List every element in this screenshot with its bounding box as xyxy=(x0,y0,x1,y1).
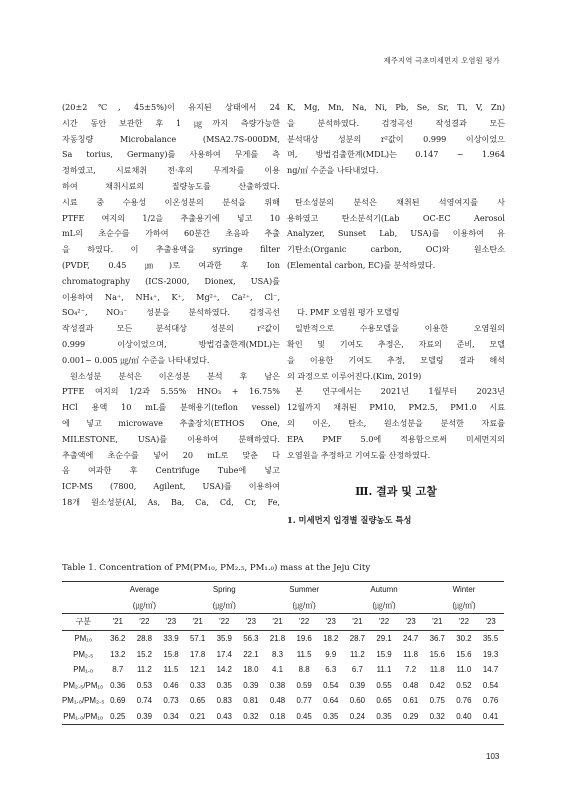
row-label: PM₁.₀/PM₁₀ xyxy=(62,709,104,725)
table-cell: 0.35 xyxy=(317,709,344,725)
text-line: 의 과정으로 이루어진다.(Kim, 2019) xyxy=(287,370,422,381)
table-row xyxy=(62,662,504,678)
text-line: 0.001~ 0.005 ㎍/㎥ 수준을 나타내었다. xyxy=(62,354,210,365)
table-caption: Table 1. Concentration of PM(PM₁₀, PM₂.₅, PM₁.₀) mass at the Jeju City xyxy=(62,563,371,573)
table-cell: 18.2 xyxy=(323,634,339,644)
table-cell: 15.8 xyxy=(163,649,179,659)
text-line: 오염원을 추정하고 기여도를 산정하였다. xyxy=(287,449,431,460)
year-header: '22 xyxy=(131,614,158,631)
table-cell: 0.52 xyxy=(456,680,472,690)
table-cell: 0.34 xyxy=(158,709,185,725)
table-cell: 6.3 xyxy=(325,665,337,675)
table-cell: 11.8 xyxy=(403,649,419,659)
text-line: 0.999 이상이었으며, 방법검출한계(MDL)는 xyxy=(62,338,280,349)
text-line: 18개 원소성분(Al, As, Ba, Ca, Cd, Cr, Fe, xyxy=(62,496,280,507)
table-cell: 14.7 xyxy=(482,665,499,675)
table-cell: 29.1 xyxy=(376,634,392,644)
table-row xyxy=(62,693,504,709)
table-cell: 0.36 xyxy=(110,680,126,690)
table-cell: 22.1 xyxy=(243,649,259,659)
text-line: 추출액에 초순수를 넣어 20 mL로 맞춘 다 xyxy=(62,449,280,460)
page-number: 103 xyxy=(486,752,500,761)
table-cell: 11.5 xyxy=(296,649,312,659)
year-header: '21 xyxy=(264,614,291,631)
text-line: 분석대상 성분의 r²값이 0.999 이상이었으 xyxy=(287,133,505,144)
table-cell: 28.8 xyxy=(136,634,153,644)
text-line: HCl 용액 10 mL를 분해용기(teflon vessel) xyxy=(62,402,280,413)
paragraph-carbon-analysis xyxy=(287,195,505,274)
table-cell: 0.48 xyxy=(402,680,419,690)
column-group-name: Autumn xyxy=(344,582,424,598)
running-header: 제주지역 극초미세먼지 오염원 평가 xyxy=(383,56,500,65)
table-cell: 36.2 xyxy=(110,634,126,644)
text-line: 본 연구에서는 2021년 1월부터 2023년 xyxy=(295,386,505,397)
table-cell: 0.65 xyxy=(376,696,392,706)
table-cell: 0.73 xyxy=(163,696,179,706)
row-label: PM₁.₀ xyxy=(73,665,94,675)
row-label: PM₂.₅ xyxy=(73,649,94,659)
table-cell: 17.8 xyxy=(189,649,206,659)
table-cell: 24.7 xyxy=(402,634,419,644)
table-cell: 4.1 xyxy=(272,665,283,675)
table-cell: 0.53 xyxy=(136,680,153,690)
table-cell: 0.48 xyxy=(269,696,286,706)
text-line: 원소성분 분석은 이온성분 분석 후 남은 xyxy=(70,370,280,381)
row-label: PM₁.₀/PM₂.₅ xyxy=(62,696,105,706)
column-group-name: Spring xyxy=(184,582,264,598)
column-group-name: Winter xyxy=(424,582,504,598)
text-line: 작성결과 모든 분석대상 성분의 r²값이 xyxy=(62,323,280,334)
table-cell: 11.1 xyxy=(376,665,392,675)
table-row xyxy=(62,678,504,694)
table-cell: 8.7 xyxy=(112,665,124,675)
table-cell: 0.77 xyxy=(296,696,312,706)
table-cell: 17.4 xyxy=(216,649,232,659)
text-line: MILESTONE, USA)를 이용하여 분해하였다. xyxy=(62,433,280,444)
table-cell: 6.7 xyxy=(351,665,363,675)
table-cell: 0.39 xyxy=(131,709,158,725)
table-cell: 30.2 xyxy=(456,634,472,644)
table-cell: 8.8 xyxy=(298,665,310,675)
year-header: '22 xyxy=(451,614,478,631)
table-cell: 0.18 xyxy=(264,709,291,725)
table-row xyxy=(62,709,504,725)
table-cell: 8.3 xyxy=(272,649,283,659)
table-cell: 11.2 xyxy=(349,649,365,659)
table-cell: 0.33 xyxy=(189,680,206,690)
table-cell: 9.9 xyxy=(325,649,337,659)
column-group-name: Average xyxy=(104,582,184,598)
left-column xyxy=(62,100,280,511)
table-cell: 0.43 xyxy=(211,709,238,725)
text-line: SO₄²⁻, NO₃⁻ 성분을 분석하였다. 검정곡선 xyxy=(62,307,280,318)
table-cell: 15.9 xyxy=(376,649,392,659)
text-line: K, Mg, Mn, Na, Ni, Pb, Se, Sr, Ti, V, Zn) xyxy=(287,102,505,112)
table-cell: 56.3 xyxy=(243,634,259,644)
paragraph-this-study xyxy=(287,384,505,463)
table-cell: 0.83 xyxy=(216,696,232,706)
table-cell: 0.42 xyxy=(429,680,445,690)
table-cell: 15.6 xyxy=(456,649,472,659)
year-header: '21 xyxy=(424,614,451,631)
table-cell: 0.76 xyxy=(456,696,472,706)
table-cell: 0.55 xyxy=(376,680,392,690)
table-cell: 0.81 xyxy=(243,696,259,706)
year-header: '23 xyxy=(317,614,344,631)
table-cell: 18.0 xyxy=(243,665,259,675)
text-line: Analyzer, Sunset Lab, USA)를 이용하여 유 xyxy=(287,228,505,239)
table-cell: 0.29 xyxy=(397,709,424,725)
table-cell: 0.24 xyxy=(344,709,371,725)
table-cell: 11.0 xyxy=(456,665,472,675)
table-cell: 0.39 xyxy=(243,680,259,690)
table-cell: 0.38 xyxy=(269,680,286,690)
table-cell: 0.54 xyxy=(323,680,339,690)
year-header: '23 xyxy=(158,614,185,631)
text-line: 자동칭량 Microbalance (MSA2.7S-000DM, xyxy=(62,133,280,144)
table-row xyxy=(62,630,504,646)
year-header: '21 xyxy=(184,614,211,631)
table-cell: 0.40 xyxy=(451,709,478,725)
table-cell: 0.45 xyxy=(291,709,318,725)
table-cell: 0.61 xyxy=(402,696,419,706)
year-header: '22 xyxy=(371,614,398,631)
table-cell: 0.35 xyxy=(216,680,232,690)
text-line: 을 분석하였다. 검정곡선 작성결과 모든 xyxy=(287,117,505,128)
section-title-results: Ⅲ. 결과 및 고찰 xyxy=(355,485,437,499)
row-header-label: 구분 xyxy=(62,614,104,631)
table-cell: 7.2 xyxy=(405,665,417,675)
column-group-name: Summer xyxy=(264,582,344,598)
table-cell: 19.6 xyxy=(296,634,312,644)
table-cell: 57.1 xyxy=(189,634,206,644)
text-line: 탄소성분의 분석은 채취된 석영여지를 사 xyxy=(295,196,505,207)
table-cell: 36.7 xyxy=(429,634,445,644)
text-line: ng/㎥ 수준을 나타내었다. xyxy=(287,165,379,176)
right-column xyxy=(287,100,505,529)
table-cell: 13.2 xyxy=(110,649,126,659)
table-cell: 14.2 xyxy=(216,665,232,675)
table-cell: 0.75 xyxy=(429,696,445,706)
text-line: 에 넣고 microwave 추출장치(ETHOS One, xyxy=(62,417,280,428)
table-cell: 19.3 xyxy=(482,649,499,659)
column-group-unit: (㎍/㎥) xyxy=(132,600,156,610)
table-cell: 0.64 xyxy=(323,696,339,706)
table-cell: 0.60 xyxy=(349,696,366,706)
table-cell: 15.2 xyxy=(136,649,153,659)
heading-pmf-modeling: 다. PMF 오염원 평가 모델링 xyxy=(297,307,400,318)
table-cell: 0.69 xyxy=(110,696,126,706)
column-group-unit: (㎍/㎥) xyxy=(452,600,476,610)
table-cell: 35.9 xyxy=(216,634,232,644)
year-header: '23 xyxy=(397,614,424,631)
text-line: 의 이온, 탄소, 원소성분을 분석한 자료를 xyxy=(287,417,505,428)
table-cell: 0.74 xyxy=(136,696,153,706)
year-header: '23 xyxy=(477,614,504,631)
year-header: '21 xyxy=(344,614,371,631)
text-line: 음 여과한 후 Centrifuge Tube에 넣고 xyxy=(62,465,280,476)
table-cell: 0.35 xyxy=(371,709,398,725)
text-line: 12월까지 채취된 PM10, PM2.5, PM1.0 시료 xyxy=(287,402,505,413)
year-header: '23 xyxy=(238,614,265,631)
table-cell: 0.32 xyxy=(424,709,451,725)
text-line: ICP-MS (7800, Agilent, USA)를 이용하여 xyxy=(62,481,280,492)
column-group-unit: (㎍/㎥) xyxy=(292,600,316,610)
row-label: PM₁₀ xyxy=(74,634,93,644)
table-cell: 0.39 xyxy=(349,680,366,690)
text-line: 용하였고 탄소분석기(Lab OC-EC Aerosol xyxy=(287,212,505,223)
year-header: '22 xyxy=(211,614,238,631)
year-header: '22 xyxy=(291,614,318,631)
subsection-title: 1. 미세먼지 입경별 질량농도 특성 xyxy=(287,515,412,526)
text-line: 이용하여 Na⁺, NH₄⁺, K⁺, Mg²⁺, Ca²⁺, Cl⁻, xyxy=(62,291,280,302)
table-cell: 0.41 xyxy=(477,709,504,725)
column-group-unit: (㎍/㎥) xyxy=(212,600,236,610)
table-cell: 0.59 xyxy=(296,680,312,690)
text-line: (PVDF, 0.45 ㎛)로 여과한 후 Ion xyxy=(62,259,280,270)
text-line: 하여 채취시료의 질량농도를 산출하였다. xyxy=(62,180,280,191)
table-cell: 15.6 xyxy=(429,649,445,659)
text-line: 일반적으로 수용모델을 이용한 오염원의 xyxy=(295,323,505,334)
text-line: 시료 중 수용성 이온성분의 분석을 위해 xyxy=(62,196,280,207)
table-cell: 21.8 xyxy=(269,634,286,644)
table-cell: 11.2 xyxy=(136,665,152,675)
table-cell: 35.5 xyxy=(482,634,499,644)
text-line: 정하였고, 시료채취 전·후의 무게차를 이용 xyxy=(62,165,280,176)
text-line: Sa torius, Germany)를 사용하여 무게를 측 xyxy=(62,149,280,160)
table-cell: 0.46 xyxy=(163,680,179,690)
table-cell: 0.32 xyxy=(238,709,265,725)
concentration-table xyxy=(62,581,504,725)
row-label: PM₂.₅/PM₁₀ xyxy=(63,680,104,690)
text-line: chromatography (ICS-2000, Dionex, USA)를 xyxy=(62,275,280,286)
text-line: (20±2℃, 45±5%)이 유지된 상태에서 24 xyxy=(62,102,280,112)
text-line: (Elemental carbon, EC)를 분석하였다. xyxy=(287,259,436,270)
text-line: EPA PMF 5.0에 적용함으로써 미세먼지의 xyxy=(287,433,505,444)
text-line: 기탄소(Organic carbon, OC)와 원소탄소 xyxy=(287,244,505,255)
table-cell: 0.21 xyxy=(184,709,211,725)
text-line: 을 하였다. 이 추출용액을 syringe filter xyxy=(62,244,280,255)
table-row xyxy=(62,646,504,662)
table-cell: 11.5 xyxy=(163,665,179,675)
table-cell: 0.76 xyxy=(482,696,499,706)
table-cell: 33.9 xyxy=(163,634,179,644)
table-cell: 11.8 xyxy=(429,665,445,675)
year-header: '21 xyxy=(104,614,131,631)
paragraph-receptor-model xyxy=(287,321,505,384)
table-cell: 0.25 xyxy=(104,709,131,725)
text-line: 시간 동안 보관한 후 1 ㎍까지 측량가능한 xyxy=(62,117,280,128)
table-cell: 28.7 xyxy=(349,634,366,644)
column-group-unit: (㎍/㎥) xyxy=(372,600,396,610)
table-cell: 12.1 xyxy=(189,665,206,675)
text-line: PTFE 여지의 1/2과 5.55% HNO₃ + 16.75% xyxy=(62,386,280,397)
text-line: 을 이용한 기여도 추정, 모델링 결과 해석 xyxy=(287,354,505,365)
text-line: mL의 초순수를 가하여 60분간 초음파 추출 xyxy=(62,228,280,239)
text-line: PTFE 여지의 1/2을 추출용기에 넣고 10 xyxy=(62,212,280,223)
table-cell: 0.54 xyxy=(482,680,499,690)
text-line: 며, 방법검출한계(MDL)는 0.147 ~ 1.964 xyxy=(287,149,505,160)
paragraph-element-analysis-cont xyxy=(287,100,505,179)
text-line: 확인 및 기여도 추정은, 자료의 준비, 모델 xyxy=(287,338,505,349)
table-cell: 0.65 xyxy=(189,696,206,706)
